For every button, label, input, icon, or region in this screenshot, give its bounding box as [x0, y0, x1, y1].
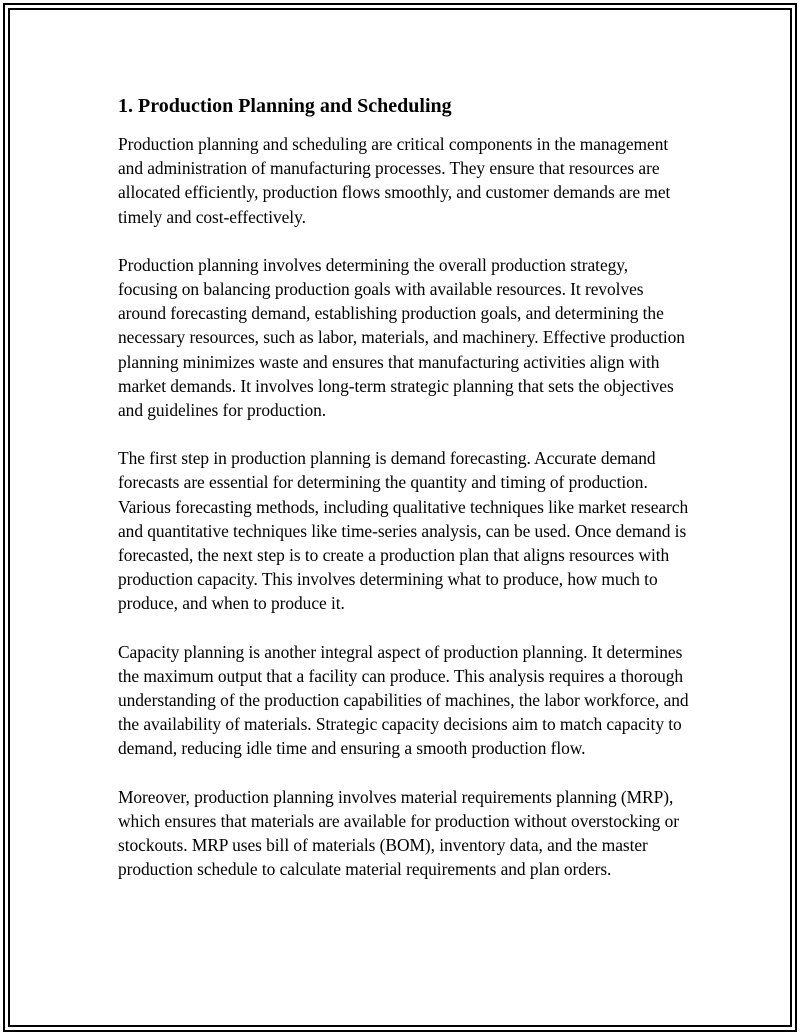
paragraph-production-planning: Production planning involves determining the overall production strategy, focusing on balancing production goals with available resources. It revolves around forecasting demand, establishing production goals, and determining the necessary resources, such as labor, materials, and machinery. Effective production planning minimizes waste and ensures that manufacturing activities align with market demands. It involves long-term strategic planning that sets the objectives and guidelines for production. [118, 254, 685, 421]
paragraph-demand-forecasting: The first step in production planning is demand forecasting. Accurate demand forecasts are essential for determining the quantity and timing of production. Various forecasting methods, including qualitative techniques like market research and quantitative techniques like time-series analysis, can be used. Once demand is forecasted, the next step is to create a production plan that aligns resources with production capacity. This involves determining what to produce, how much to produce, and when to produce it. [118, 448, 689, 614]
paragraph-mrp: Moreover, production planning involves material requirements planning (MRP), which ensures that materials are available for production without overstocking or stockouts. MRP uses bill of materials (BOM), inventory data, and the master production schedule to calculate material requirements and plan orders. [118, 786, 679, 880]
paragraph-intro: Production planning and scheduling are critical components in the management and administration of manufacturing processes. They ensure that resources are allocated efficiently, production flows smoothly, and customer demands are met timely and cost-effectively. [118, 134, 671, 227]
paragraph-capacity-planning: Capacity planning is another integral aspect of production planning. It determines the maximum output that a facility can produce. This analysis requires a thorough understanding of the production capabilities of machines, the labor workforce, and the availability of materials. Strategic capacity decisions aim to match capacity to demand, reducing idle time and ensuring a smooth production flow. [118, 641, 689, 759]
section-heading: 1. Production Planning and Scheduling [118, 95, 452, 117]
document-body [118, 93, 690, 905]
